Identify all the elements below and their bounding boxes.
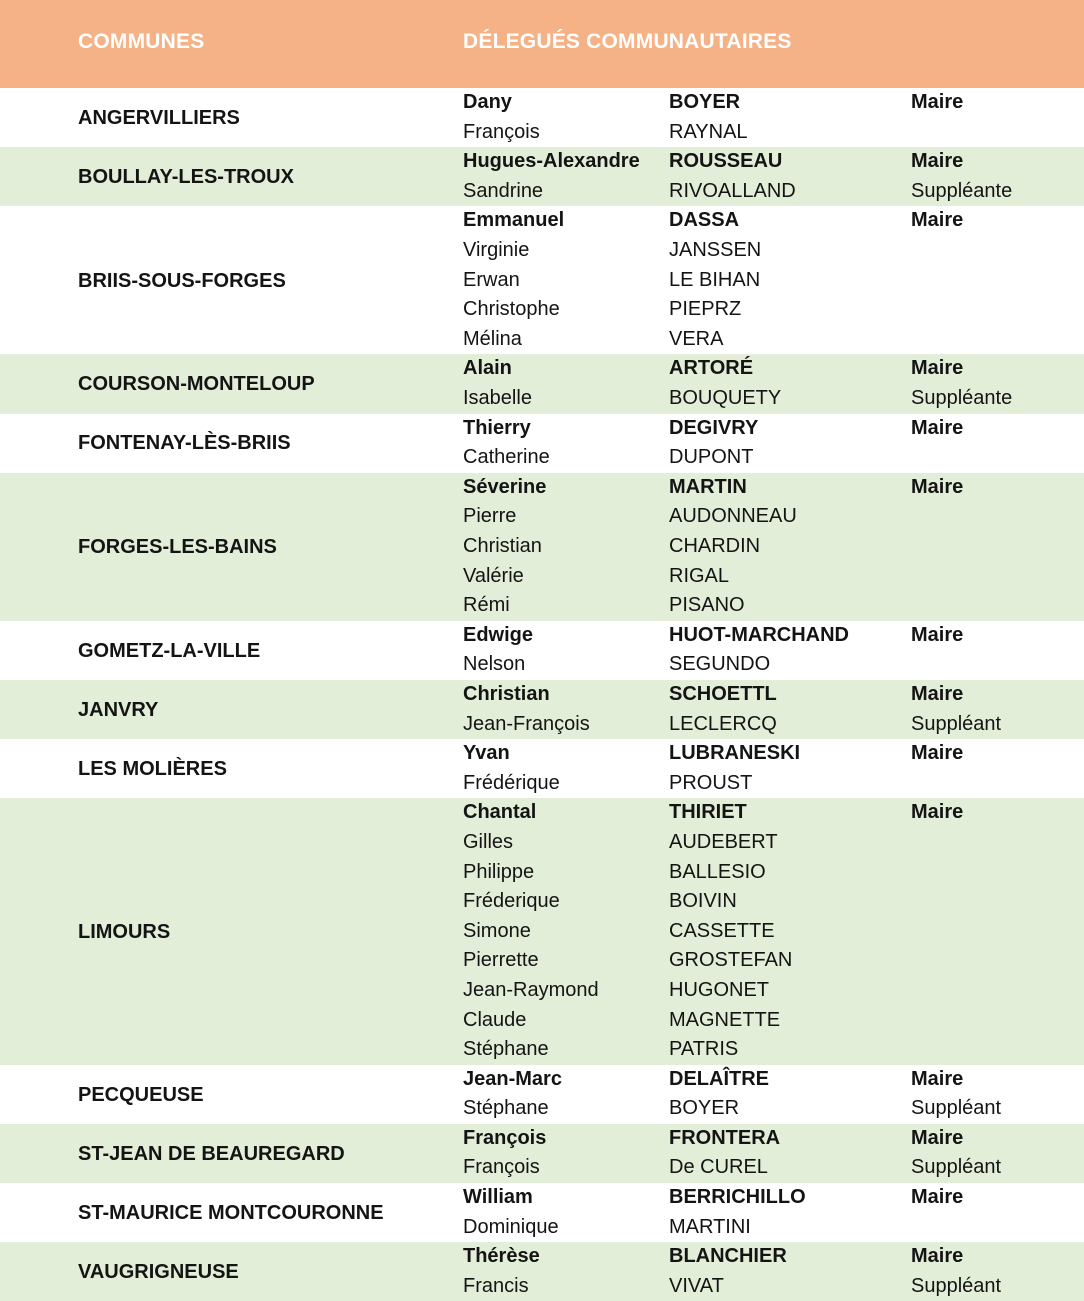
delegate-line-mayor	[0, 88, 1084, 118]
delegate-first-name: Hugues-Alexandre	[463, 150, 640, 173]
delegate-first-name: Virginie	[463, 238, 530, 261]
commune-name: ST-JEAN DE BEAUREGARD	[78, 1142, 345, 1165]
delegate-first-name: Pierrette	[463, 949, 539, 972]
delegate-role: Maire	[911, 416, 964, 439]
delegate-last-name: CASSETTE	[669, 919, 775, 942]
delegate-first-name: William	[463, 1186, 533, 1209]
delegate-last-name: SEGUNDO	[669, 653, 771, 676]
delegate-last-name: LE BIHAN	[669, 268, 761, 291]
delegate-last-name: DEGIVRY	[669, 416, 759, 439]
delegate-first-name: Séverine	[463, 475, 547, 498]
delegate-line	[0, 118, 1084, 148]
table-row	[0, 414, 1084, 473]
delegate-first-name: Thierry	[463, 416, 531, 439]
delegate-line	[0, 1094, 1084, 1124]
delegate-role: Suppléant	[911, 712, 1002, 735]
delegate-line	[0, 858, 1084, 888]
delegate-first-name: Francis	[463, 1274, 529, 1297]
delegate-role: Suppléant	[911, 1274, 1002, 1297]
delegate-line	[0, 1272, 1084, 1301]
delegate-first-name: Mélina	[463, 327, 522, 350]
delegate-line	[0, 384, 1084, 414]
table-row	[0, 1065, 1084, 1124]
commune-name: BOULLAY-LES-TROUX	[78, 165, 294, 188]
delegate-role: Maire	[911, 1245, 964, 1268]
delegate-first-name: Fréderique	[463, 890, 560, 913]
delegate-first-name: Erwan	[463, 268, 520, 291]
delegate-last-name: SCHOETTL	[669, 682, 777, 705]
table-row	[0, 88, 1084, 147]
delegate-first-name: Jean-Marc	[463, 1067, 562, 1090]
table-row	[0, 473, 1084, 621]
delegate-line-mayor	[0, 473, 1084, 503]
delegate-line	[0, 266, 1084, 296]
delegate-first-name: Thérèse	[463, 1245, 540, 1268]
delegate-line-mayor	[0, 206, 1084, 236]
delegate-first-name: Catherine	[463, 446, 550, 469]
delegate-role: Maire	[911, 475, 964, 498]
delegate-line	[0, 887, 1084, 917]
delegate-line-mayor	[0, 147, 1084, 177]
delegate-first-name: Christian	[463, 534, 542, 557]
delegate-last-name: CHARDIN	[669, 534, 761, 557]
commune-name: GOMETZ-LA-VILLE	[78, 639, 261, 662]
delegate-last-name: BOIVIN	[669, 890, 737, 913]
delegate-first-name: Nelson	[463, 653, 526, 676]
delegate-line	[0, 828, 1084, 858]
delegate-first-name: Dominique	[463, 1215, 559, 1238]
delegate-line	[0, 650, 1084, 680]
delegate-first-name: Rémi	[463, 594, 510, 617]
delegate-role: Maire	[911, 209, 964, 232]
delegate-first-name: Stéphane	[463, 1097, 549, 1120]
delegate-role: Maire	[911, 801, 964, 824]
delegate-line-mayor	[0, 739, 1084, 769]
delegate-last-name: De CUREL	[669, 1156, 768, 1179]
column-header-communes: COMMUNES	[78, 30, 205, 53]
delegate-role: Suppléant	[911, 1156, 1002, 1179]
delegate-last-name: BOYER	[669, 1097, 740, 1120]
delegate-first-name: François	[463, 1156, 540, 1179]
delegate-last-name: ROUSSEAU	[669, 150, 783, 173]
delegate-last-name: AUDEBERT	[669, 830, 778, 853]
delegate-last-name: AUDONNEAU	[669, 505, 797, 528]
delegate-first-name: Yvan	[463, 742, 510, 765]
delegates-table-body	[0, 88, 1084, 1301]
delegate-first-name: Philippe	[463, 860, 535, 883]
delegate-line-mayor	[0, 354, 1084, 384]
delegate-first-name: Pierre	[463, 505, 517, 528]
table-row	[0, 1124, 1084, 1183]
delegate-last-name: BOYER	[669, 91, 741, 113]
delegate-role: Maire	[911, 1067, 964, 1090]
delegate-last-name: MARTINI	[669, 1215, 751, 1238]
commune-name: JANVRY	[78, 698, 159, 721]
delegate-first-name: Sandrine	[463, 179, 544, 202]
delegate-line	[0, 562, 1084, 592]
delegate-last-name: LUBRANESKI	[669, 742, 801, 765]
table-row	[0, 680, 1084, 739]
delegate-last-name: PIEPRZ	[669, 298, 742, 321]
table-header	[0, 0, 1084, 88]
delegate-last-name: FRONTERA	[669, 1126, 781, 1149]
commune-name: COURSON-MONTELOUP	[78, 373, 315, 396]
table-row	[0, 206, 1084, 354]
delegate-last-name: VERA	[669, 327, 724, 350]
commune-name: FORGES-LES-BAINS	[78, 535, 277, 558]
commune-name: ST-MAURICE MONTCOURONNE	[78, 1201, 384, 1224]
delegate-first-name: Valérie	[463, 564, 524, 587]
delegate-last-name: BOUQUETY	[669, 386, 782, 409]
delegate-last-name: DELAÎTRE	[669, 1067, 769, 1090]
commune-name: BRIIS-SOUS-FORGES	[78, 269, 286, 292]
delegate-line	[0, 502, 1084, 532]
commune-name: ANGERVILLIERS	[78, 106, 240, 129]
delegate-role: Maire	[911, 742, 964, 765]
delegate-last-name: GROSTEFAN	[669, 949, 793, 972]
delegate-last-name: PATRIS	[669, 1038, 739, 1061]
delegate-role: Maire	[911, 150, 964, 173]
delegate-line	[0, 1153, 1084, 1183]
delegate-last-name: PISANO	[669, 594, 745, 617]
delegate-line	[0, 1213, 1084, 1243]
delegate-line-mayor	[0, 1183, 1084, 1213]
delegate-first-name: Alain	[463, 357, 512, 380]
delegate-first-name: Frédérique	[463, 771, 560, 794]
commune-name: PECQUEUSE	[78, 1083, 204, 1106]
delegate-first-name: Dany	[463, 91, 512, 113]
table-row	[0, 739, 1084, 798]
delegate-role: Maire	[911, 623, 964, 646]
delegate-line	[0, 443, 1084, 473]
table-row	[0, 1242, 1084, 1301]
delegate-role: Suppléante	[911, 386, 1013, 409]
delegate-role: Maire	[911, 357, 964, 380]
delegate-first-name: Gilles	[463, 830, 514, 853]
delegate-role: Suppléante	[911, 179, 1013, 202]
delegate-line-mayor	[0, 798, 1084, 828]
table-row	[0, 621, 1084, 680]
delegate-last-name: MAGNETTE	[669, 1008, 781, 1031]
delegate-line-mayor	[0, 1065, 1084, 1095]
delegate-first-name: Claude	[463, 1008, 527, 1031]
delegate-role: Suppléant	[911, 1097, 1002, 1120]
delegate-role: Maire	[911, 1126, 964, 1149]
delegate-line	[0, 236, 1084, 266]
delegate-first-name: François	[463, 1126, 547, 1149]
delegate-last-name: RIGAL	[669, 564, 730, 587]
delegate-line	[0, 976, 1084, 1006]
commune-name: FONTENAY-LÈS-BRIIS	[78, 432, 291, 455]
delegate-last-name: LECLERCQ	[669, 712, 777, 735]
delegate-line	[0, 917, 1084, 947]
delegate-line	[0, 946, 1084, 976]
delegate-line	[0, 591, 1084, 621]
delegate-first-name: François	[463, 120, 540, 143]
delegate-line	[0, 1035, 1084, 1065]
delegate-last-name: JANSSEN	[669, 238, 762, 261]
delegate-last-name: BERRICHILLO	[669, 1186, 806, 1209]
delegate-line-mayor	[0, 414, 1084, 444]
table-row	[0, 1183, 1084, 1242]
delegate-first-name: Chantal	[463, 801, 537, 824]
column-header-delegates: DÉLEGUÉS COMMUNAUTAIRES	[463, 30, 792, 53]
delegate-last-name: BLANCHIER	[669, 1245, 787, 1268]
delegate-line-mayor	[0, 1242, 1084, 1272]
commune-name: LIMOURS	[78, 920, 171, 943]
delegate-last-name: THIRIET	[669, 801, 747, 824]
delegate-last-name: ARTORÉ	[669, 357, 754, 380]
delegate-line	[0, 325, 1084, 355]
delegate-first-name: Christophe	[463, 298, 560, 321]
delegate-first-name: Jean-Raymond	[463, 978, 599, 1001]
commune-name: VAUGRIGNEUSE	[78, 1261, 239, 1284]
delegate-last-name: MARTIN	[669, 475, 747, 498]
delegate-last-name: HUOT-MARCHAND	[669, 623, 849, 646]
table-row	[0, 354, 1084, 413]
delegate-last-name: BALLESIO	[669, 860, 766, 883]
delegate-first-name: Jean-François	[463, 712, 590, 735]
delegate-first-name: Emmanuel	[463, 209, 565, 232]
delegate-first-name: Edwige	[463, 623, 534, 646]
delegate-role: Maire	[911, 91, 964, 113]
delegate-first-name: Simone	[463, 919, 531, 942]
delegate-last-name: PROUST	[669, 771, 753, 794]
delegate-role: Maire	[911, 1186, 964, 1209]
delegate-line	[0, 710, 1084, 740]
delegate-line	[0, 1006, 1084, 1036]
delegate-last-name: RAYNAL	[669, 120, 748, 143]
delegate-line	[0, 295, 1084, 325]
commune-name: LES MOLIÈRES	[78, 757, 227, 780]
delegate-first-name: Stéphane	[463, 1038, 549, 1061]
delegate-line	[0, 769, 1084, 799]
delegate-last-name: HUGONET	[669, 978, 769, 1001]
delegate-line	[0, 532, 1084, 562]
delegate-line-mayor	[0, 621, 1084, 651]
table-row	[0, 147, 1084, 206]
delegate-line-mayor	[0, 1124, 1084, 1154]
delegate-line	[0, 177, 1084, 207]
delegate-role: Maire	[911, 682, 964, 705]
table-row	[0, 798, 1084, 1064]
delegate-first-name: Christian	[463, 682, 550, 705]
delegate-first-name: Isabelle	[463, 386, 532, 409]
delegate-last-name: VIVAT	[669, 1274, 724, 1297]
delegate-last-name: DUPONT	[669, 446, 754, 469]
delegate-last-name: RIVOALLAND	[669, 179, 796, 202]
delegate-last-name: DASSA	[669, 209, 740, 232]
delegate-line-mayor	[0, 680, 1084, 710]
